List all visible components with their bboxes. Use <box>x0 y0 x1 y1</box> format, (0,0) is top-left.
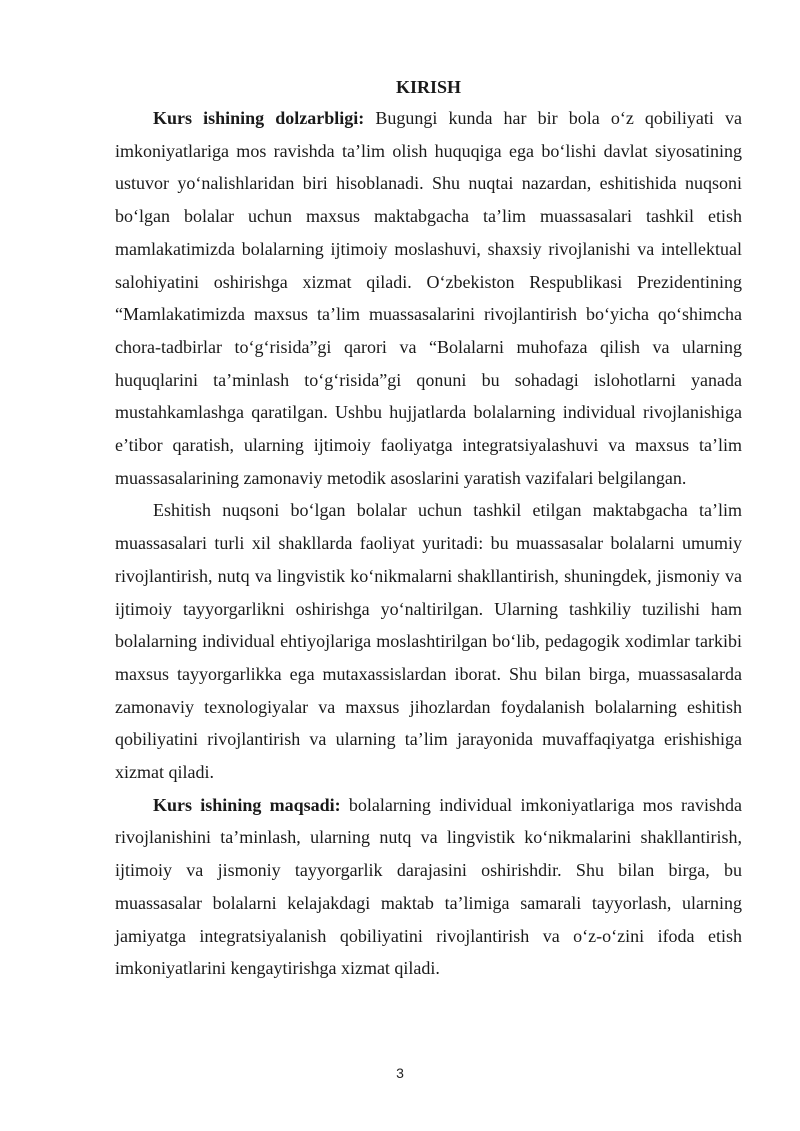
paragraph-relevance <box>115 102 742 494</box>
paragraph-text-institutions: Eshitish nuqsoni bo‘lgan bolalar uchun tashkil etilgan maktabgacha ta’lim muassasalari turli xil shakllarda faoliyat yuritadi: bu muassasalar bolalarni umumiy rivojlantirish, nutq va lingvistik ko‘nikmalarni shakllantirish, shuningdek, jismoniy va ijtimoiy tayyorgarlikni oshirishga yo‘naltirilgan. Ularning tashkiliy tuzilishi ham bolalarning individual ehtiyojlariga moslashtirilgan bo‘lib, pedagogik xodimlar tarkibi maxsus tayyorgarlikka ega mutaxassislardan iborat. Shu bilan birga, muassasalarda zamonaviy texnologiyalar va maxsus jihozlardan foydalanish bolalarning eshitish qobiliyatini rivojlantirish va ularning ta’lim jarayonida muvaffaqiyatga erishishiga xizmat qiladi. <box>115 500 742 783</box>
paragraph-text-goal: bolalarning individual imkoniyatlariga mos ravishda rivojlanishini ta’minlash, ularning nutq va lingvistik ko‘nikmalarini shakllantirish, ijtimoiy va jismoniy tayyorgarlik darajasini oshirishdir. Shu bilan birga, bu muassasalar bolalarni kelajakdagi maktab ta’limiga samarali tayyorlash, ularning jamiyatga integratsiyalanish qobiliyatini rivojlantirish va o‘z-o‘zini ifoda etish imkoniyatlarini kengaytirishga xizmat qiladi. <box>115 794 743 979</box>
paragraph-lead-goal: Kurs ishining maqsadi: <box>153 794 341 815</box>
page-content <box>115 72 742 985</box>
paragraph-institutions <box>115 494 742 788</box>
page-number: 3 <box>396 1065 404 1081</box>
paragraph-text-relevance: Bugungi kunda har bir bola o‘z qobiliyati va imkoniyatlariga mos ravishda ta’lim olish huquqiga ega bo‘lishi davlat siyosatining ustuvor yo‘nalishlaridan biri hisoblanadi. Shu nuqtai nazardan, eshitishida nuqsoni bo‘lgan bolalar uchun maxsus maktabgacha ta’lim muassasalari tashkil etish mamlakatimizda bolalarning ijtimoiy moslashuvi, shaxsiy rivojlanishi va intellektual salohiyatini oshirishga xizmat qiladi. O‘zbekiston Respublikasi Prezidentining “Mamlakatimizda maxsus ta’lim muassasalarini rivojlantirish bo‘yicha qo‘shimcha chora-tadbirlar to‘g‘risida”gi qarori va “Bolalarni muhofaza qilish va ularning huquqlarini ta’minlash to‘g‘risida”gi qonuni bu sohadagi islohotlarni yanada mustahkamlashga qaratilgan. Ushbu hujjatlarda bolalarning individual rivojlanishiga e’tibor qaratish, ularning ijtimoiy faoliyatga integratsiyalashuvi va maxsus ta’lim muassasalarining zamonaviy metodik asoslarini yaratish vazifalari belgilangan. <box>115 108 742 488</box>
paragraph-lead-relevance: Kurs ishining dolzarbligi: <box>153 108 365 128</box>
paragraph-goal <box>115 789 742 985</box>
section-heading: KIRISH <box>395 77 462 97</box>
